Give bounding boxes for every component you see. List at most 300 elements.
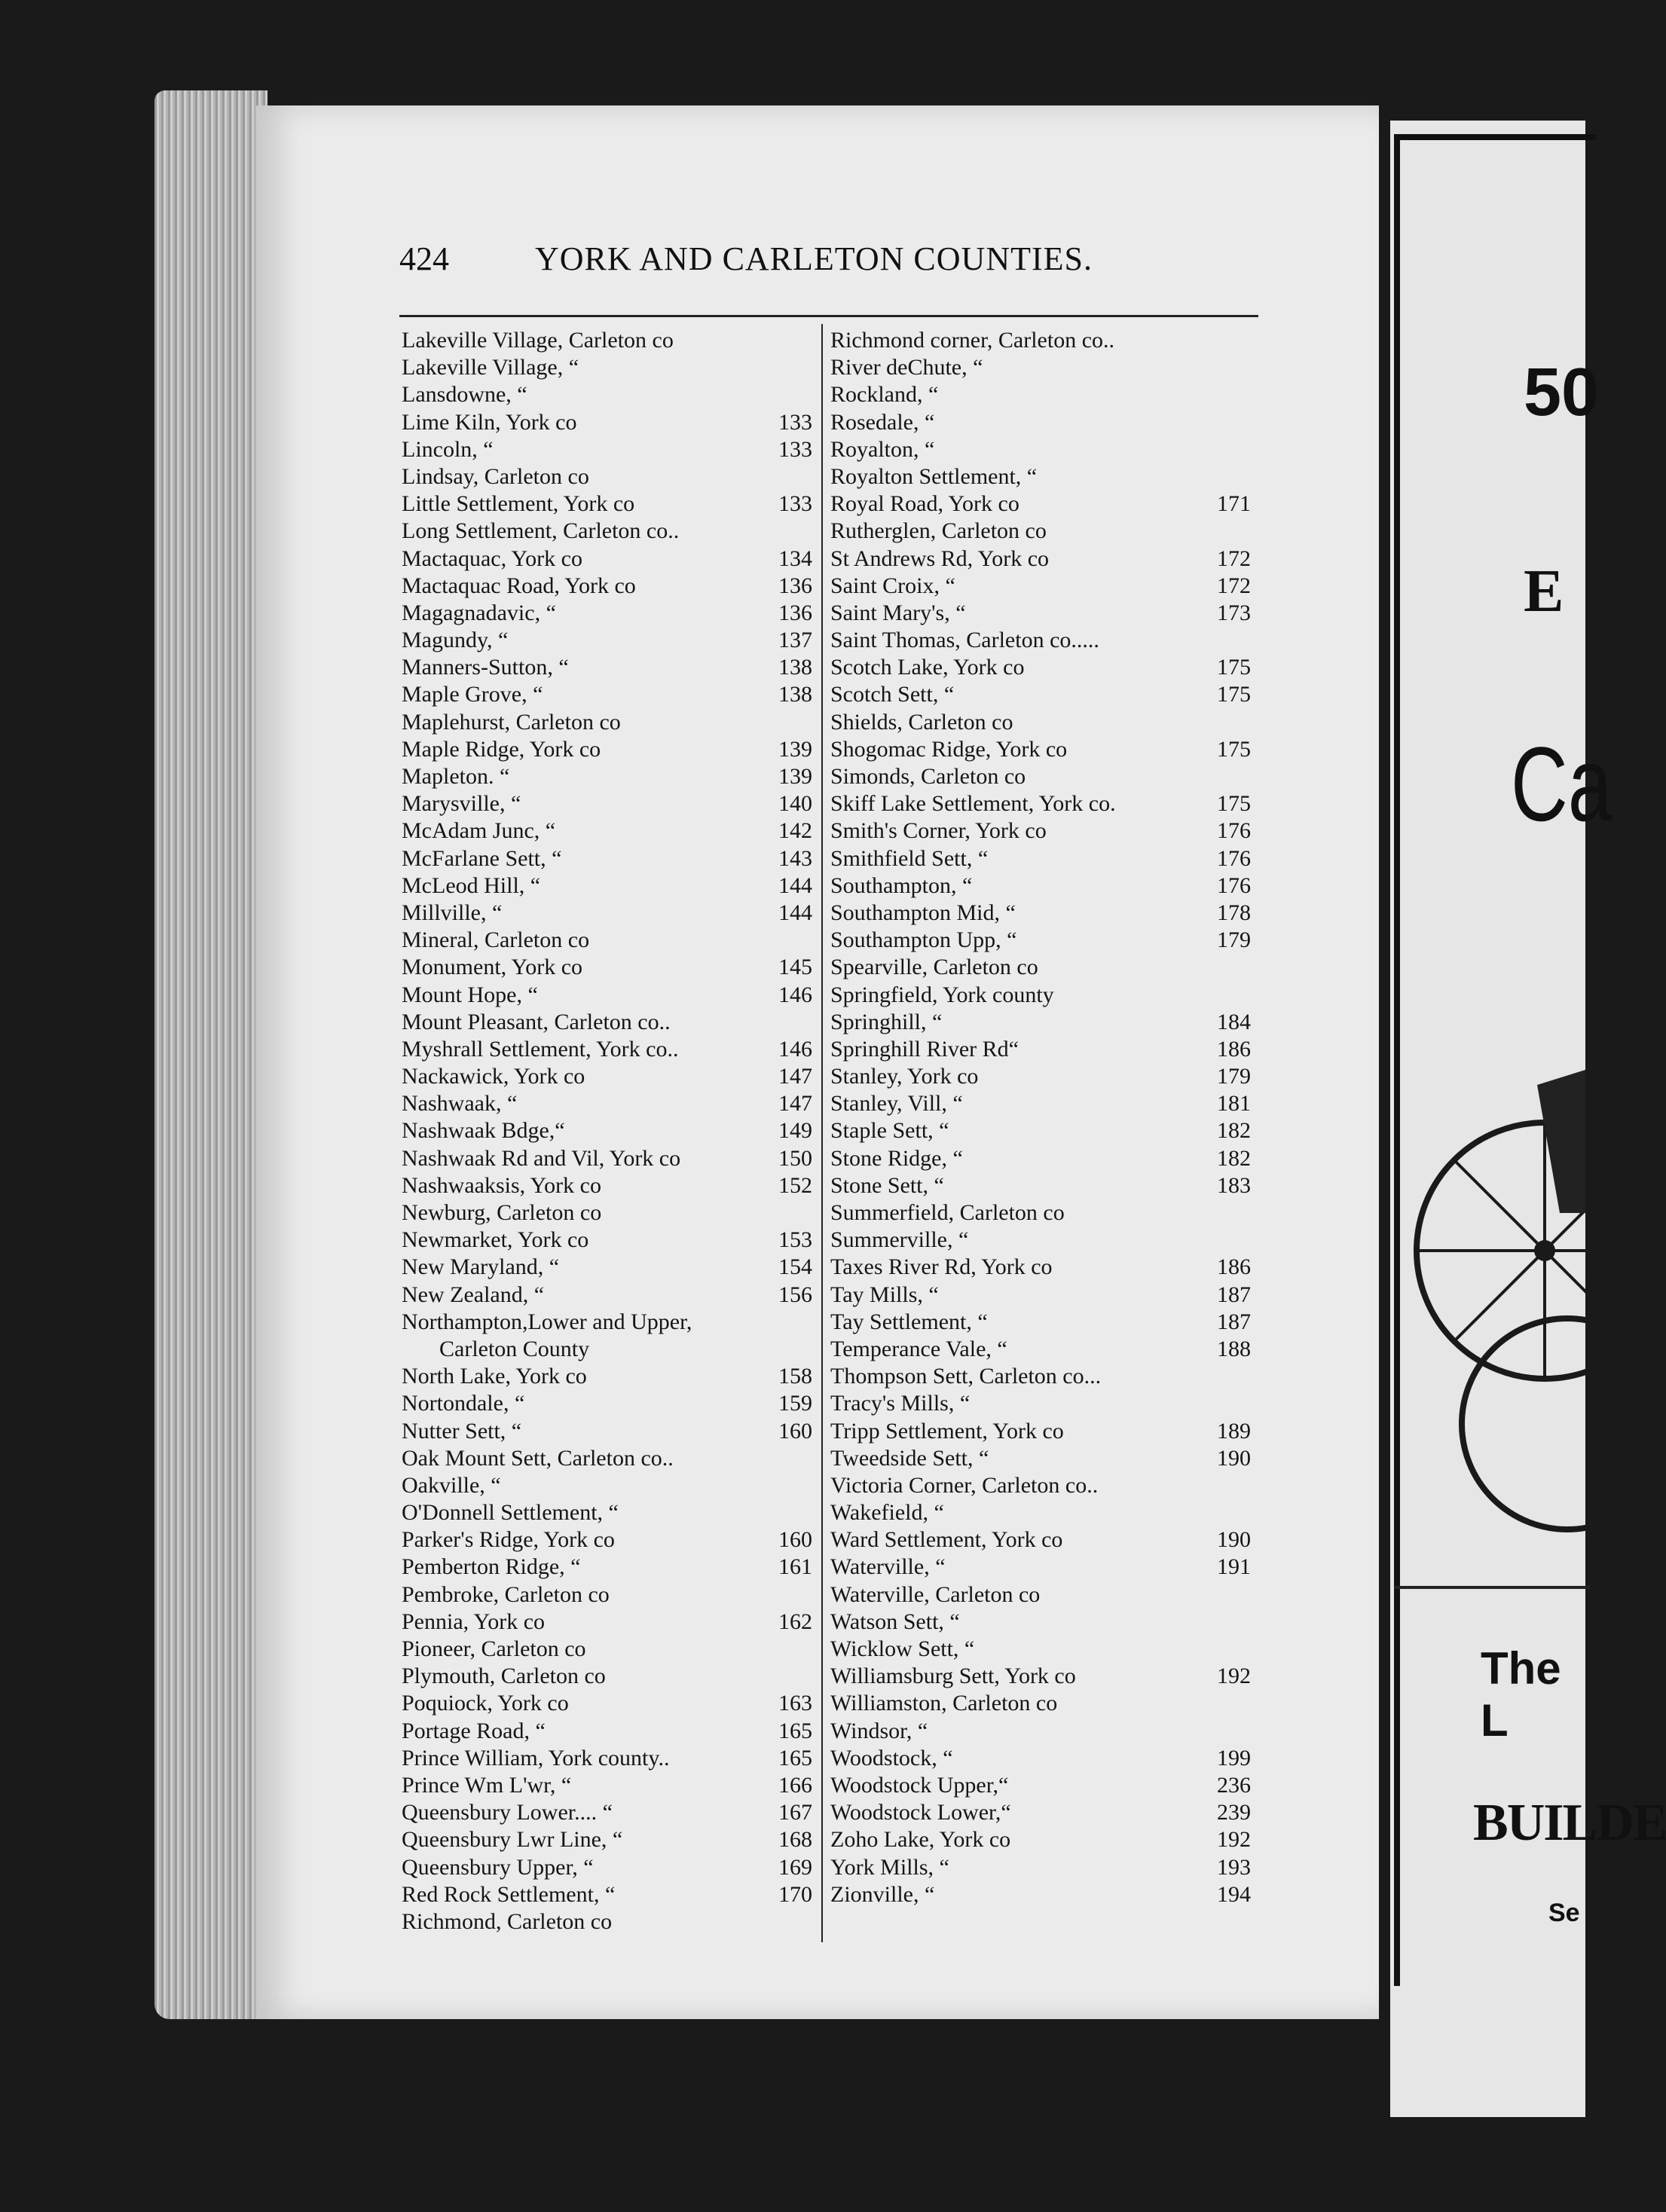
column-divider <box>821 324 823 1942</box>
place-name: Tripp Settlement, York co <box>830 1418 1064 1444</box>
ad-carriage-heading: Ca <box>1511 725 1613 843</box>
place-name: Portage Road, “ <box>402 1718 546 1743</box>
place-name: Oak Mount Sett, Carleton co.. <box>402 1445 674 1471</box>
index-entry <box>402 354 812 381</box>
index-entry <box>830 354 1251 381</box>
place-name: Shogomac Ridge, York co <box>830 736 1068 762</box>
page-reference: 175 <box>1217 682 1251 707</box>
index-entry <box>830 1227 1251 1254</box>
index-entry <box>402 1199 812 1227</box>
place-name: Nackawick, York co <box>402 1064 585 1089</box>
index-entry <box>402 927 812 954</box>
index-entry <box>830 627 1251 654</box>
place-name: Carleton County <box>439 1336 590 1361</box>
place-name: River deChute, “ <box>830 355 983 380</box>
index-entry <box>830 900 1251 927</box>
place-name: Newburg, Carleton co <box>402 1200 602 1225</box>
place-name: Lansdowne, “ <box>402 382 527 408</box>
place-name: York Mills, “ <box>830 1854 949 1880</box>
place-name: Lime Kiln, York co <box>402 409 577 435</box>
place-name: Royalton Settlement, “ <box>830 463 1038 489</box>
header-rule <box>399 315 1258 317</box>
index-entry <box>830 1581 1251 1609</box>
index-entry <box>830 1336 1251 1363</box>
place-name: Smith's Corner, York co <box>830 818 1047 844</box>
place-name: Saint Croix, “ <box>830 573 955 598</box>
place-name: Poquiock, York co <box>402 1691 569 1716</box>
index-entry <box>830 1499 1251 1526</box>
place-name: Magagnadavic, “ <box>402 600 556 625</box>
place-name: Tay Mills, “ <box>830 1282 939 1307</box>
page-reference: 133 <box>778 436 812 462</box>
page-reference: 188 <box>1217 1336 1251 1361</box>
index-entry <box>830 1199 1251 1227</box>
index-entry <box>402 1690 812 1717</box>
page-reference: 163 <box>778 1691 812 1716</box>
page-reference: 138 <box>778 682 812 707</box>
index-entry <box>402 1390 812 1417</box>
page-reference: 182 <box>1217 1145 1251 1171</box>
index-entry <box>402 1636 812 1663</box>
index-entry <box>402 817 812 845</box>
index-entry <box>830 1663 1251 1690</box>
place-name: Ward Settlement, York co <box>830 1527 1063 1553</box>
index-entry <box>830 1036 1251 1063</box>
place-name: Springhill River Rd“ <box>830 1036 1019 1062</box>
place-name: Maple Ridge, York co <box>402 736 601 762</box>
index-entry <box>402 954 812 981</box>
index-entry <box>830 1718 1251 1745</box>
index-entry <box>402 709 812 736</box>
page-reference: 146 <box>778 1036 812 1062</box>
page-reference: 153 <box>778 1227 812 1253</box>
page-reference: 145 <box>778 955 812 980</box>
place-name: Waterville, “ <box>830 1554 946 1580</box>
place-name: Saint Mary's, “ <box>830 600 966 625</box>
place-name: Stone Sett, “ <box>830 1172 944 1198</box>
index-entry <box>830 1063 1251 1090</box>
place-name: Pemberton Ridge, “ <box>402 1554 581 1580</box>
place-name: Magundy, “ <box>402 628 509 653</box>
index-entry <box>830 1254 1251 1281</box>
place-name: Rutherglen, Carleton co <box>830 518 1047 544</box>
page-reference: 182 <box>1217 1118 1251 1144</box>
index-entry <box>402 1363 812 1390</box>
ad-send-fragment: Se <box>1548 1899 1580 1927</box>
page-reference: 136 <box>778 600 812 625</box>
index-entry <box>830 1826 1251 1853</box>
index-entry <box>402 654 812 681</box>
index-entry <box>402 1145 812 1172</box>
page-reference: 146 <box>778 982 812 1007</box>
place-name: Nashwaaksis, York co <box>402 1172 601 1198</box>
place-name: Williamston, Carleton co <box>830 1691 1058 1716</box>
right-column <box>830 327 1251 1908</box>
index-entry <box>402 1663 812 1690</box>
page-reference: 147 <box>778 1091 812 1117</box>
index-entry <box>830 1172 1251 1199</box>
page-reference: 152 <box>778 1172 812 1198</box>
page-reference: 149 <box>778 1118 812 1144</box>
page-reference: 175 <box>1217 655 1251 680</box>
place-name: Rosedale, “ <box>830 409 935 435</box>
place-name: Monument, York co <box>402 955 583 980</box>
page-reference: 143 <box>778 845 812 871</box>
page-reference: 178 <box>1217 900 1251 925</box>
page-reference: 138 <box>778 655 812 680</box>
place-name: Victoria Corner, Carleton co.. <box>830 1472 1099 1498</box>
place-name: Marysville, “ <box>402 791 521 817</box>
place-name: Temperance Vale, “ <box>830 1336 1007 1361</box>
index-entry <box>830 518 1251 545</box>
page-reference: 168 <box>778 1827 812 1853</box>
place-name: Windsor, “ <box>830 1718 928 1743</box>
index-entry <box>830 545 1251 573</box>
page-reference: 239 <box>1217 1800 1251 1826</box>
index-entry <box>402 1526 812 1554</box>
index-entry <box>830 1526 1251 1554</box>
page-reference: 170 <box>778 1881 812 1907</box>
place-name: Red Rock Settlement, “ <box>402 1881 616 1907</box>
page-reference: 167 <box>778 1800 812 1826</box>
page-reference: 181 <box>1217 1091 1251 1117</box>
index-entry <box>402 1499 812 1526</box>
page-reference: 172 <box>1217 545 1251 571</box>
place-name: Summerville, “ <box>830 1227 969 1253</box>
left-column <box>402 327 812 1936</box>
page-reference: 159 <box>778 1391 812 1416</box>
page-reference: 165 <box>778 1718 812 1743</box>
index-entry <box>830 954 1251 981</box>
page-reference: 133 <box>778 491 812 517</box>
page-reference: 199 <box>1217 1745 1251 1771</box>
place-name: Thompson Sett, Carleton co... <box>830 1364 1102 1389</box>
index-entry <box>830 1799 1251 1826</box>
page-reference: 156 <box>778 1282 812 1307</box>
page-reference: 158 <box>778 1364 812 1389</box>
index-entry <box>402 1799 812 1826</box>
place-name: Nashwaak Bdge,“ <box>402 1118 565 1144</box>
page-reference: 160 <box>778 1527 812 1553</box>
index-entry <box>830 654 1251 681</box>
place-name: Smithfield Sett, “ <box>830 845 989 871</box>
index-entry <box>830 600 1251 627</box>
place-name: Little Settlement, York co <box>402 491 635 517</box>
place-name: Mineral, Carleton co <box>402 927 590 953</box>
index-entry <box>830 1309 1251 1336</box>
place-name: Shields, Carleton co <box>830 709 1013 735</box>
place-name: Mactaquac Road, York co <box>402 573 636 598</box>
place-name: New Maryland, “ <box>402 1254 560 1280</box>
place-name: Southampton, “ <box>830 872 973 898</box>
index-entry <box>402 627 812 654</box>
index-entry <box>402 1472 812 1499</box>
index-entry <box>830 872 1251 900</box>
index-entry <box>402 1609 812 1636</box>
place-name: Plymouth, Carleton co <box>402 1664 606 1689</box>
place-name: Pioneer, Carleton co <box>402 1636 586 1661</box>
place-name: McAdam Junc, “ <box>402 818 556 844</box>
index-entry <box>830 709 1251 736</box>
index-entry <box>402 1908 812 1936</box>
index-entry <box>830 1390 1251 1417</box>
index-entry <box>402 409 812 436</box>
place-name: Pembroke, Carleton co <box>402 1581 610 1607</box>
place-name: Lakeville Village, “ <box>402 355 579 380</box>
place-name: Richmond corner, Carleton co.. <box>830 328 1115 353</box>
place-name: Summerfield, Carleton co <box>830 1200 1065 1225</box>
index-entry <box>830 1772 1251 1799</box>
place-name: Millville, “ <box>402 900 503 925</box>
page-reference: 142 <box>778 818 812 844</box>
index-entry <box>830 1636 1251 1663</box>
page-reference: 176 <box>1217 872 1251 898</box>
ad-divider <box>1394 1586 1590 1589</box>
index-entry <box>830 927 1251 954</box>
index-entry <box>402 381 812 408</box>
index-entry <box>402 1826 812 1853</box>
place-name: Royal Road, York co <box>830 491 1019 517</box>
index-entry <box>402 490 812 518</box>
index-entry <box>830 463 1251 490</box>
index-entry <box>830 817 1251 845</box>
page-reference: 190 <box>1217 1527 1251 1553</box>
place-name: Wakefield, “ <box>830 1500 944 1526</box>
index-entry <box>830 982 1251 1009</box>
page-reference: 192 <box>1217 1664 1251 1689</box>
place-name: Simonds, Carleton co <box>830 764 1026 789</box>
place-name: Southampton Mid, “ <box>830 900 1016 925</box>
index-entry <box>402 545 812 573</box>
index-entry <box>830 1690 1251 1717</box>
place-name: Woodstock, “ <box>830 1745 953 1771</box>
index-entry <box>402 1554 812 1581</box>
index-entry <box>830 409 1251 436</box>
place-name: Springhill, “ <box>830 1009 943 1034</box>
page-reference: 144 <box>778 900 812 925</box>
index-entry <box>830 1472 1251 1499</box>
index-entry <box>402 1036 812 1063</box>
index-entry <box>402 327 812 354</box>
index-entry <box>402 1254 812 1281</box>
index-entry <box>402 790 812 817</box>
page-reference: 179 <box>1217 1064 1251 1089</box>
index-entry <box>402 1881 812 1908</box>
place-name: Waterville, Carleton co <box>830 1581 1041 1607</box>
place-name: Mapleton. “ <box>402 764 510 789</box>
index-entry <box>830 1854 1251 1881</box>
place-name: Manners-Sutton, “ <box>402 655 569 680</box>
place-name: Pennia, York co <box>402 1609 546 1634</box>
index-entry <box>830 490 1251 518</box>
index-entry <box>830 1418 1251 1445</box>
ad-years-heading: 50 <box>1524 355 1600 430</box>
page-reference: 176 <box>1217 845 1251 871</box>
index-entry <box>402 1581 812 1609</box>
place-name: Long Settlement, Carleton co.. <box>402 518 680 544</box>
index-entry <box>830 1009 1251 1036</box>
index-entry <box>402 1772 812 1799</box>
index-entry <box>402 1063 812 1090</box>
running-title: YORK AND CARLETON COUNTIES. <box>535 240 1093 277</box>
page-reference: 136 <box>778 573 812 598</box>
place-name: Rockland, “ <box>830 382 939 408</box>
place-name: Mactaquac, York co <box>402 545 582 571</box>
place-name: Lindsay, Carleton co <box>402 463 589 489</box>
place-name: Scotch Lake, York co <box>830 655 1025 680</box>
page-reference: 186 <box>1217 1254 1251 1280</box>
index-entry <box>830 1445 1251 1472</box>
page-reference: 183 <box>1217 1172 1251 1198</box>
page-reference: 173 <box>1217 600 1251 625</box>
index-entry <box>402 600 812 627</box>
page-reference: 179 <box>1217 927 1251 953</box>
index-entry <box>402 681 812 708</box>
place-name: North Lake, York co <box>402 1364 587 1389</box>
index-entry <box>402 573 812 600</box>
place-name: Taxes River Rd, York co <box>830 1254 1053 1280</box>
place-name: Queensbury Lwr Line, “ <box>402 1827 623 1853</box>
place-name: Nutter Sett, “ <box>402 1418 522 1444</box>
place-name: Oakville, “ <box>402 1472 501 1498</box>
place-name: Wicklow Sett, “ <box>830 1636 975 1661</box>
place-name: Nashwaak, “ <box>402 1091 518 1117</box>
index-entry <box>402 436 812 463</box>
index-entry <box>830 1363 1251 1390</box>
place-name: Spearville, Carleton co <box>830 955 1038 980</box>
place-name: Stanley, York co <box>830 1064 979 1089</box>
place-name: Zionville, “ <box>830 1881 935 1907</box>
index-entry <box>830 845 1251 872</box>
index-entry <box>830 1881 1251 1908</box>
index-entry <box>402 900 812 927</box>
page-reference: 192 <box>1217 1827 1251 1853</box>
place-name: Scotch Sett, “ <box>830 682 955 707</box>
page-reference: 193 <box>1217 1854 1251 1880</box>
ad-heading-fragment: E <box>1524 558 1564 625</box>
page-reference: 166 <box>778 1772 812 1798</box>
index-entry <box>830 1117 1251 1144</box>
place-name: Saint Thomas, Carleton co..... <box>830 628 1099 653</box>
page-reference: 176 <box>1217 818 1251 844</box>
place-name: Prince William, York county.. <box>402 1745 670 1771</box>
index-entry <box>830 790 1251 817</box>
page-reference: 154 <box>778 1254 812 1280</box>
page-reference: 165 <box>778 1745 812 1771</box>
index-entry <box>402 463 812 490</box>
index-entry <box>402 845 812 872</box>
place-name: Royalton, “ <box>830 436 935 462</box>
place-name: McFarlane Sett, “ <box>402 845 562 871</box>
index-entry <box>402 1009 812 1036</box>
place-name: Mount Hope, “ <box>402 982 538 1007</box>
page-reference: 137 <box>778 628 812 653</box>
index-entry <box>402 1282 812 1309</box>
book-page-edges <box>154 90 267 2019</box>
place-name: Tweedside Sett, “ <box>830 1445 989 1471</box>
place-name: Watson Sett, “ <box>830 1609 960 1634</box>
index-entry <box>402 1445 812 1472</box>
page-reference: 150 <box>778 1145 812 1171</box>
index-entry <box>830 736 1251 763</box>
page-reference: 169 <box>778 1854 812 1880</box>
place-name: Southampton Upp, “ <box>830 927 1017 953</box>
place-name: Nashwaak Rd and Vil, York co <box>402 1145 681 1171</box>
page-reference: 191 <box>1217 1554 1251 1580</box>
index-entry <box>402 1117 812 1144</box>
place-name: St Andrews Rd, York co <box>830 545 1050 571</box>
page-reference: 160 <box>778 1418 812 1444</box>
index-entry <box>830 1609 1251 1636</box>
index-entry <box>402 1090 812 1117</box>
place-name: Williamsburg Sett, York co <box>830 1664 1076 1689</box>
index-entry <box>402 1309 812 1336</box>
page-reference: 190 <box>1217 1445 1251 1471</box>
place-name: Zoho Lake, York co <box>830 1827 1011 1853</box>
index-entry <box>402 1336 812 1363</box>
place-name: Stanley, Vill, “ <box>830 1091 963 1117</box>
index-entry <box>402 1172 812 1199</box>
index-entry <box>830 1745 1251 1772</box>
page-reference: 140 <box>778 791 812 817</box>
page-reference: 144 <box>778 872 812 898</box>
index-entry <box>830 1554 1251 1581</box>
index-entry <box>830 327 1251 354</box>
page-reference: 189 <box>1217 1418 1251 1444</box>
place-name: Woodstock Lower,“ <box>830 1800 1011 1826</box>
place-name: Richmond, Carleton co <box>402 1908 613 1934</box>
place-name: Springfield, York county <box>830 982 1054 1007</box>
page-reference: 172 <box>1217 573 1251 598</box>
page-reference: 134 <box>778 545 812 571</box>
page-reference: 133 <box>778 409 812 435</box>
page-reference: 184 <box>1217 1009 1251 1034</box>
place-name: New Zealand, “ <box>402 1282 545 1307</box>
index-entry <box>830 681 1251 708</box>
page-reference: 139 <box>778 736 812 762</box>
index-entry <box>402 1418 812 1445</box>
index-entry <box>402 763 812 790</box>
index-entry <box>830 381 1251 408</box>
page-reference: 175 <box>1217 736 1251 762</box>
index-entry <box>830 573 1251 600</box>
page-reference: 194 <box>1217 1881 1251 1907</box>
page-reference: 236 <box>1217 1772 1251 1798</box>
page-reference: 175 <box>1217 791 1251 817</box>
index-entry <box>402 1718 812 1745</box>
page-reference: 162 <box>778 1609 812 1634</box>
place-name: Newmarket, York co <box>402 1227 589 1253</box>
place-name: Tracy's Mills, “ <box>830 1391 971 1416</box>
ad-builders: BUILDE <box>1473 1794 1666 1852</box>
page-reference: 187 <box>1217 1309 1251 1334</box>
place-name: Skiff Lake Settlement, York co. <box>830 791 1116 817</box>
page-reference: 147 <box>778 1064 812 1089</box>
index-entry <box>402 1854 812 1881</box>
page-reference: 186 <box>1217 1036 1251 1062</box>
index-entry <box>830 436 1251 463</box>
index-entry <box>402 1227 812 1254</box>
place-name: Myshrall Settlement, York co.. <box>402 1036 679 1062</box>
place-name: O'Donnell Settlement, “ <box>402 1500 619 1526</box>
index-entry <box>830 763 1251 790</box>
ad-the-largest: The L <box>1481 1643 1561 1746</box>
place-name: Maple Grove, “ <box>402 682 543 707</box>
index-entry <box>402 982 812 1009</box>
index-entry <box>830 1282 1251 1309</box>
place-name: Lakeville Village, Carleton co <box>402 328 674 353</box>
index-entry <box>402 1745 812 1772</box>
